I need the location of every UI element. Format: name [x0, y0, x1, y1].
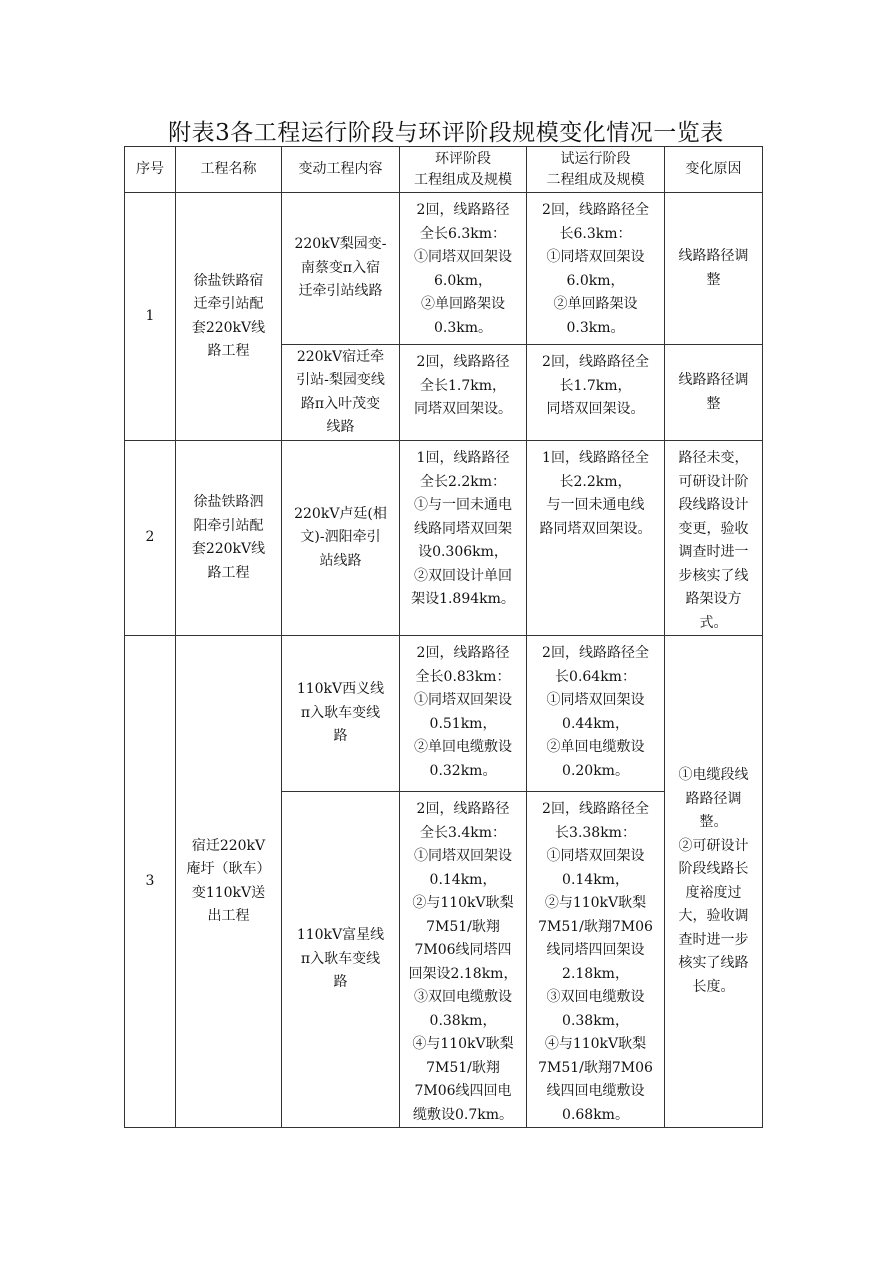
change-content: 220kV宿迁牵 引站-梨园变线 路π入叶茂变 线路 — [282, 345, 400, 441]
table-row — [125, 441, 763, 636]
change-reason: ①电缆段线 路路径调 整。 ②可研设计 阶段线路长 度裕度过 大，验收调 查时进一步 核实了线路 长度。 — [665, 636, 763, 1128]
change-reason: 线路路径调 整 — [665, 345, 763, 441]
eia-scale: 2回，线路路径 全长0.83km： ①同塔双回架设 0.51km， ②单回电缆敷设 0.32km。 — [400, 636, 527, 792]
project-name: 宿迁220kV 庵圩（耿车） 变110kV送 出工程 — [176, 636, 282, 1128]
eia-scale: 2回，线路路径 全长6.3km： ①同塔双回架设 6.0km， ②单回路架设 0.3km。 — [400, 193, 527, 345]
header-change-reason: 变化原因 — [665, 147, 763, 193]
header-eia-scale: 环评阶段 工程组成及规模 — [400, 147, 527, 193]
header-change-content: 变动工程内容 — [282, 147, 400, 193]
eia-scale: 2回，线路路径 全长1.7km， 同塔双回架设。 — [400, 345, 527, 441]
eia-scale: 2回，线路路径 全长3.4km： ①同塔双回架设 0.14km， ②与110kV耿梨 7M51/耿翔 7M06线同塔四 回架设2.18km， ③双回电缆敷设 0.38km， ④与110kV耿梨 7M51/耿翔 7M06线四回电 缆敷设0.7km。 — [400, 792, 527, 1128]
eia-scale: 1回，线路路径 全长2.2km： ①与一回未通电 线路同塔双回架 设0.306km， ②双回设计单回 架设1.894km。 — [400, 441, 527, 636]
trial-scale: 2回，线路路径全 长1.7km， 同塔双回架设。 — [527, 345, 665, 441]
trial-scale: 2回，线路路径全 长3.38km： ①同塔双回架设 0.14km， ②与110kV耿梨 7M51/耿翔7M06 线同塔四回架设 2.18km， ③双回电缆敷设 0.38km， ④与110kV耿梨 7M51/耿翔7M06 线四回电缆敷设 0.68km。 — [527, 792, 665, 1128]
header-no: 序号 — [125, 147, 176, 193]
project-name: 徐盐铁路泗 阳牵引站配 套220kV线 路工程 — [176, 441, 282, 636]
trial-scale: 2回，线路路径全 长6.3km： ①同塔双回架设 6.0km， ②单回路架设 0.3km。 — [527, 193, 665, 345]
table-row — [125, 636, 763, 792]
document-title: 附表3各工程运行阶段与环评阶段规模变化情况一览表 — [168, 120, 724, 146]
header-project-name: 工程名称 — [176, 147, 282, 193]
change-reason: 线路路径调 整 — [665, 193, 763, 345]
project-name: 徐盐铁路宿 迁牵引站配 套220kV线 路工程 — [176, 193, 282, 441]
trial-scale: 2回，线路路径全 长0.64km： ①同塔双回架设 0.44km， ②单回电缆敷设 0.20km。 — [527, 636, 665, 792]
row-number: 3 — [125, 636, 176, 1128]
change-content: 110kV西义线 π入耿车变线 路 — [282, 636, 400, 792]
trial-scale: 1回，线路路径全 长2.2km， 与一回未通电线 路同塔双回架设。 — [527, 441, 665, 636]
row-number: 2 — [125, 441, 176, 636]
change-content: 110kV富星线 π入耿车变线 路 — [282, 792, 400, 1128]
change-reason: 路径未变， 可研设计阶 段线路设计 变更，验收 调查时进一 步核实了线 路架设方 式。 — [665, 441, 763, 636]
row-number: 1 — [125, 193, 176, 441]
header-row — [125, 147, 763, 193]
header-trial-scale: 试运行阶段 二程组成及规模 — [527, 147, 665, 193]
change-content: 220kV梨园变- 南蔡变π入宿 迁牵引站线路 — [282, 193, 400, 345]
change-content: 220kV卢廷(相 文)-泗阳牵引 站线路 — [282, 441, 400, 636]
scale-change-table — [124, 146, 763, 1128]
table-row — [125, 193, 763, 345]
